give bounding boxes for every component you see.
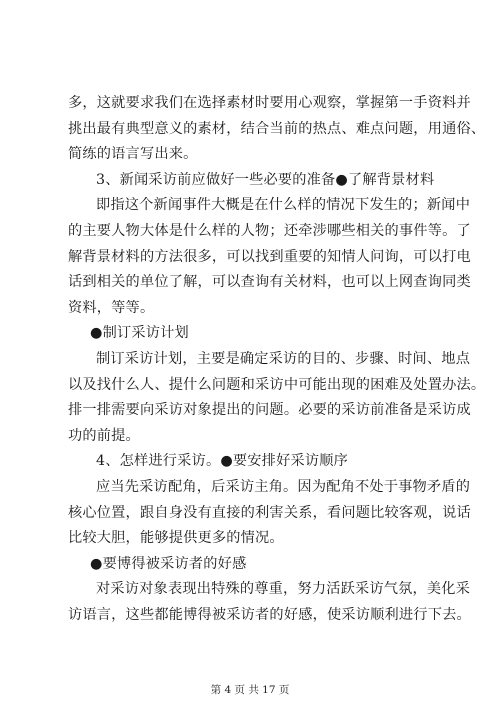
body-text-line: 多，这就要求我们在选择素材时要用心观察，掌握第一手资料并 <box>68 95 471 111</box>
body-text-line: 访语言，这些都能博得被采访者的好感，使采访顺利进行下去。 <box>68 606 471 623</box>
body-text-line: 即指这个新闻事件大概是在什么样的情况下发生的；新闻中 <box>96 197 471 214</box>
body-text-line: 资料，等等。 <box>68 299 155 316</box>
body-text-line: 比较大胆，能够提供更多的情况。 <box>68 530 284 547</box>
document-body <box>68 91 486 628</box>
body-text-line: 的主要人物大体是什么样的人物；还牵涉哪些相关的事件等。了 <box>68 222 471 239</box>
section-heading: 4、怎样进行采访。●要安排好采访顺序 <box>96 453 349 470</box>
body-text-line: 功的前提。 <box>68 427 140 444</box>
body-text-line: 简练的语言写出来。 <box>68 146 198 163</box>
body-text-line: 话到相关的单位了解，可以查询有关材料，也可以上网查询同类 <box>68 274 471 291</box>
body-text-line: 对采访对象表现出特殊的尊重，努力活跃采访气氛，美化采 <box>96 581 471 598</box>
body-text-line: 挑出最有典型意义的素材，结合当前的热点、难点问题，用通俗、 <box>68 120 486 137</box>
body-text-line: 以及找什么人、提什么问题和采访中可能出现的困难及处置办法。 <box>68 376 486 393</box>
section-heading: 3、新闻采访前应做好一些必要的准备●了解背景材料 <box>96 171 435 188</box>
bullet-heading: ●要博得被采访者的好感 <box>90 555 247 572</box>
body-text-line: 排一排需要向采访对象提出的问题。必要的采访前准备是采访成 <box>68 402 471 419</box>
body-text-line: 核心位置，跟自身没有直接的利害关系，看问题比较客观，说话 <box>68 504 471 521</box>
body-text-line: 解背景材料的方法很多，可以找到重要的知情人问询，可以打电 <box>68 248 471 265</box>
body-text-line: 制订采访计划，主要是确定采访的目的、步骤、时间、地点 <box>96 350 471 367</box>
bullet-heading: ●制订采访计划 <box>90 325 189 342</box>
body-text-line: 应当先采访配角，后采访主角。因为配角不处于事物矛盾的 <box>96 478 471 495</box>
page-number-footer: 第 4 页 共 17 页 <box>210 684 290 696</box>
